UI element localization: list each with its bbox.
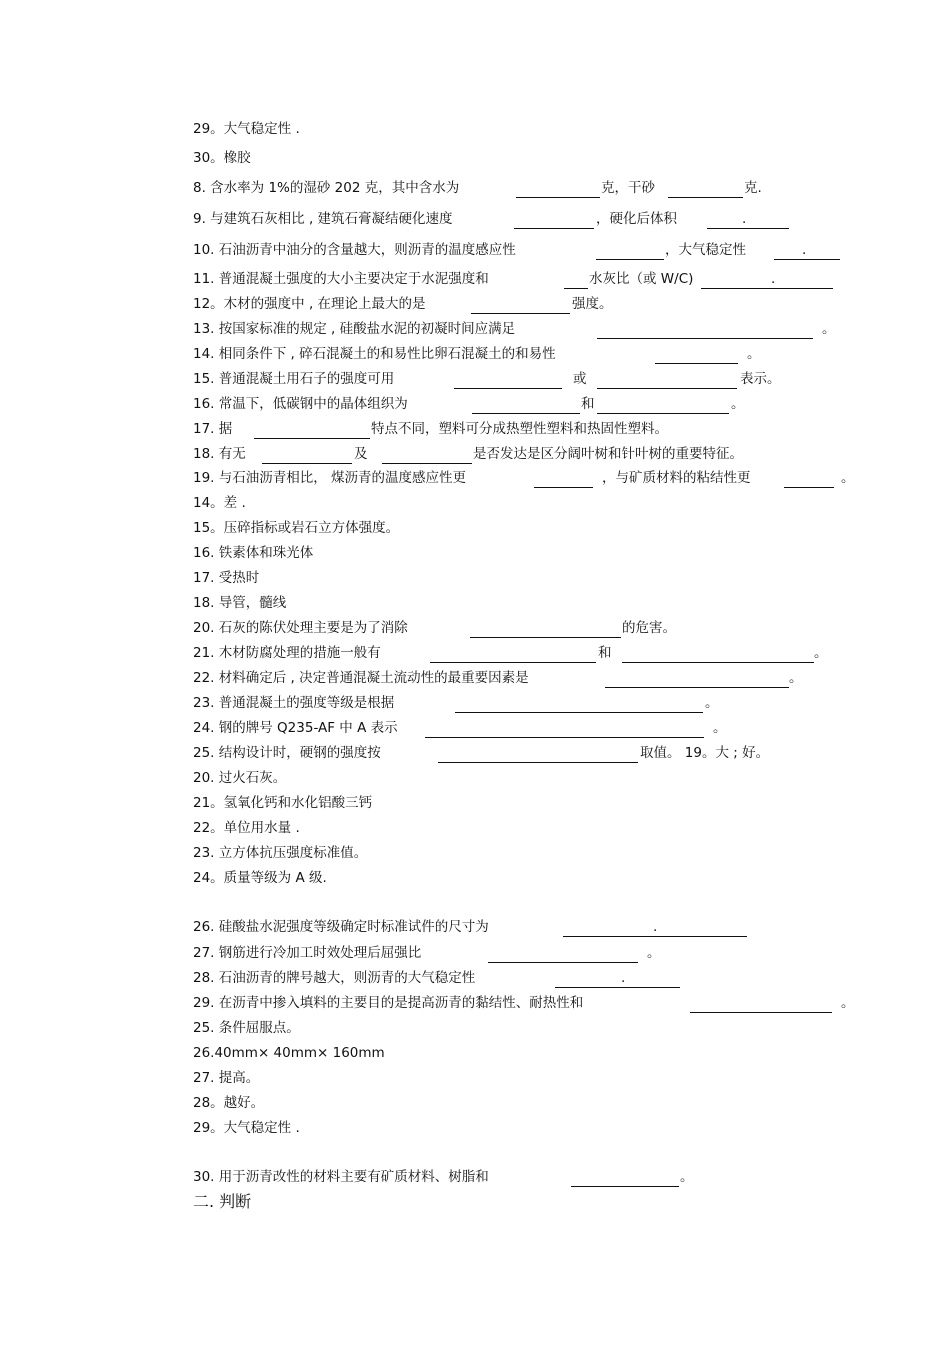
question-16-text: 。 bbox=[731, 396, 745, 412]
answer-line: 24。质量等级为 A 级. bbox=[193, 870, 327, 886]
question-10-text: . bbox=[802, 242, 807, 258]
answer-blank[interactable] bbox=[254, 438, 370, 439]
answer-line: 22。单位用水量 . bbox=[193, 820, 300, 836]
answer-line: 25. 条件屈服点。 bbox=[193, 1020, 300, 1036]
question-8-text: 8. 含水率为 1%的湿砂 202 克，其中含水为 bbox=[193, 180, 460, 196]
question-25-text: 取值。 19。大 ; 好。 bbox=[640, 745, 770, 761]
question-14-text: 。 bbox=[747, 346, 761, 362]
answer-blank[interactable] bbox=[262, 463, 352, 464]
answer-blank[interactable] bbox=[563, 936, 747, 937]
answer-line: 23. 立方体抗压强度标准值。 bbox=[193, 845, 368, 861]
answer-line: 29。大气稳定性 . bbox=[193, 1120, 300, 1136]
answer-blank[interactable] bbox=[470, 637, 621, 638]
question-19-text: ，与矿质材料的粘结性更 bbox=[602, 470, 751, 486]
question-19-text: 19. 与石油沥青相比， 煤沥青的温度感应性更 bbox=[193, 470, 467, 486]
question-22-text: 。 bbox=[789, 670, 803, 686]
answer-line: 28。越好。 bbox=[193, 1095, 265, 1111]
answer-line: 29。大气稳定性 . bbox=[193, 121, 300, 137]
question-21-text: 21. 木材防腐处理的措施一般有 bbox=[193, 645, 381, 661]
question-27-text: 27. 钢筋进行冷加工时效处理后屈强比 bbox=[193, 945, 422, 961]
question-15-text: 或 bbox=[573, 371, 587, 387]
answer-blank[interactable] bbox=[690, 1012, 832, 1013]
answer-line: 20. 过火石灰。 bbox=[193, 770, 287, 786]
question-21-text: 。 bbox=[814, 645, 828, 661]
question-12-text: 强度。 bbox=[572, 296, 613, 312]
question-26-text: 26. 硅酸盐水泥强度等级确定时标准试件的尺寸为 bbox=[193, 919, 489, 935]
question-13-text: 13. 按国家标准的规定 , 硅酸盐水泥的初凝时间应满足 bbox=[193, 321, 516, 337]
answer-blank[interactable] bbox=[707, 228, 789, 229]
answer-blank[interactable] bbox=[438, 762, 638, 763]
question-14-text: 14. 相同条件下 , 碎石混凝土的和易性比卵石混凝土的和易性 bbox=[193, 346, 556, 362]
question-8-text: 克，干砂 bbox=[601, 180, 655, 196]
question-11-text: 11. 普通混凝土强度的大小主要决定于水泥强度和 bbox=[193, 271, 489, 287]
question-29-text: 29. 在沥青中掺入填料的主要目的是提高沥青的黏结性、耐热性和 bbox=[193, 995, 584, 1011]
question-18-text: 是否发达是区分阔叶树和针叶树的重要特征。 bbox=[473, 446, 743, 462]
answer-blank[interactable] bbox=[622, 662, 814, 663]
answer-line: 14。差 . bbox=[193, 495, 246, 511]
question-18-text: 18. 有无 bbox=[193, 446, 246, 462]
answer-blank[interactable] bbox=[472, 413, 580, 414]
answer-line: 17. 受热时 bbox=[193, 570, 260, 586]
question-22-text: 22. 材料确定后 , 决定普通混凝土流动性的最重要因素是 bbox=[193, 670, 529, 686]
question-11-text: 水灰比（或 W/C) bbox=[589, 271, 694, 287]
answer-blank[interactable] bbox=[774, 259, 840, 260]
answer-line: 27. 提高。 bbox=[193, 1070, 260, 1086]
answer-blank[interactable] bbox=[564, 288, 588, 289]
question-28-text: . bbox=[621, 970, 626, 986]
answer-line: 18. 导管，髓线 bbox=[193, 595, 287, 611]
question-10-text: 10. 石油沥青中油分的含量越大，则沥青的温度感应性 bbox=[193, 242, 516, 258]
question-27-text: 。 bbox=[647, 945, 661, 961]
question-24-text: 。 bbox=[713, 720, 727, 736]
question-20-text: 的危害。 bbox=[622, 620, 676, 636]
question-11-text: . bbox=[771, 271, 776, 287]
question-25-text: 25. 结构设计时，硬钢的强度按 bbox=[193, 745, 381, 761]
answer-line: 15。压碎指标或岩石立方体强度。 bbox=[193, 520, 400, 536]
question-26-text: . bbox=[653, 919, 658, 935]
question-15-text: 表示。 bbox=[740, 371, 781, 387]
answer-line: 16. 铁素体和珠光体 bbox=[193, 545, 314, 561]
question-15-text: 15. 普通混凝土用石子的强度可用 bbox=[193, 371, 395, 387]
question-30-text: 30. 用于沥青改性的材料主要有矿质材料、树脂和 bbox=[193, 1169, 489, 1185]
answer-blank[interactable] bbox=[597, 413, 729, 414]
answer-blank[interactable] bbox=[597, 388, 737, 389]
question-8-text: 克. bbox=[744, 180, 762, 196]
section-heading: 二. 判断 bbox=[193, 1192, 252, 1211]
answer-blank[interactable] bbox=[784, 487, 834, 488]
answer-blank[interactable] bbox=[668, 197, 743, 198]
question-18-text: 及 bbox=[354, 446, 368, 462]
question-9-text: . bbox=[742, 211, 747, 227]
answer-blank[interactable] bbox=[471, 313, 570, 314]
answer-blank[interactable] bbox=[382, 463, 472, 464]
question-16-text: 16. 常温下，低碳钢中的晶体组织为 bbox=[193, 396, 408, 412]
answer-blank[interactable] bbox=[516, 197, 600, 198]
answer-blank[interactable] bbox=[701, 288, 833, 289]
answer-blank[interactable] bbox=[514, 228, 594, 229]
question-23-text: 23. 普通混凝土的强度等级是根据 bbox=[193, 695, 395, 711]
answer-blank[interactable] bbox=[454, 388, 562, 389]
answer-blank[interactable] bbox=[534, 487, 593, 488]
answer-blank[interactable] bbox=[571, 1186, 679, 1187]
answer-blank[interactable] bbox=[605, 687, 789, 688]
answer-blank[interactable] bbox=[455, 712, 703, 713]
answer-blank[interactable] bbox=[488, 962, 638, 963]
question-24-text: 24. 钢的牌号 Q235-AF 中 A 表示 bbox=[193, 720, 398, 736]
question-17-text: 17. 据 bbox=[193, 421, 233, 437]
question-29-text: 。 bbox=[841, 995, 855, 1011]
answer-blank[interactable] bbox=[425, 737, 704, 738]
question-23-text: 。 bbox=[705, 695, 719, 711]
answer-blank[interactable] bbox=[655, 363, 738, 364]
answer-line: 26.40mm× 40mm× 160mm bbox=[193, 1045, 385, 1061]
question-20-text: 20. 石灰的陈伏处理主要是为了消除 bbox=[193, 620, 408, 636]
answer-blank[interactable] bbox=[430, 662, 596, 663]
answer-line: 21。氢氧化钙和水化铝酸三钙 bbox=[193, 795, 373, 811]
question-9-text: 9. 与建筑石灰相比 , 建筑石膏凝结硬化速度 bbox=[193, 211, 453, 227]
question-17-text: 特点不同，塑料可分成热塑性塑料和热固性塑料。 bbox=[371, 421, 668, 437]
question-16-text: 和 bbox=[581, 396, 595, 412]
question-21-text: 和 bbox=[598, 645, 612, 661]
answer-blank[interactable] bbox=[555, 987, 680, 988]
question-9-text: ，硬化后体积 bbox=[596, 211, 677, 227]
question-28-text: 28. 石油沥青的牌号越大，则沥青的大气稳定性 bbox=[193, 970, 476, 986]
question-30-text: 。 bbox=[680, 1169, 694, 1185]
answer-line: 30。橡胶 bbox=[193, 150, 251, 166]
question-12-text: 12。木材的强度中 , 在理论上最大的是 bbox=[193, 296, 426, 312]
question-13-text: 。 bbox=[822, 321, 836, 337]
answer-blank[interactable] bbox=[596, 259, 664, 260]
question-19-text: 。 bbox=[841, 470, 855, 486]
question-10-text: ，大气稳定性 bbox=[665, 242, 746, 258]
answer-blank[interactable] bbox=[597, 338, 813, 339]
